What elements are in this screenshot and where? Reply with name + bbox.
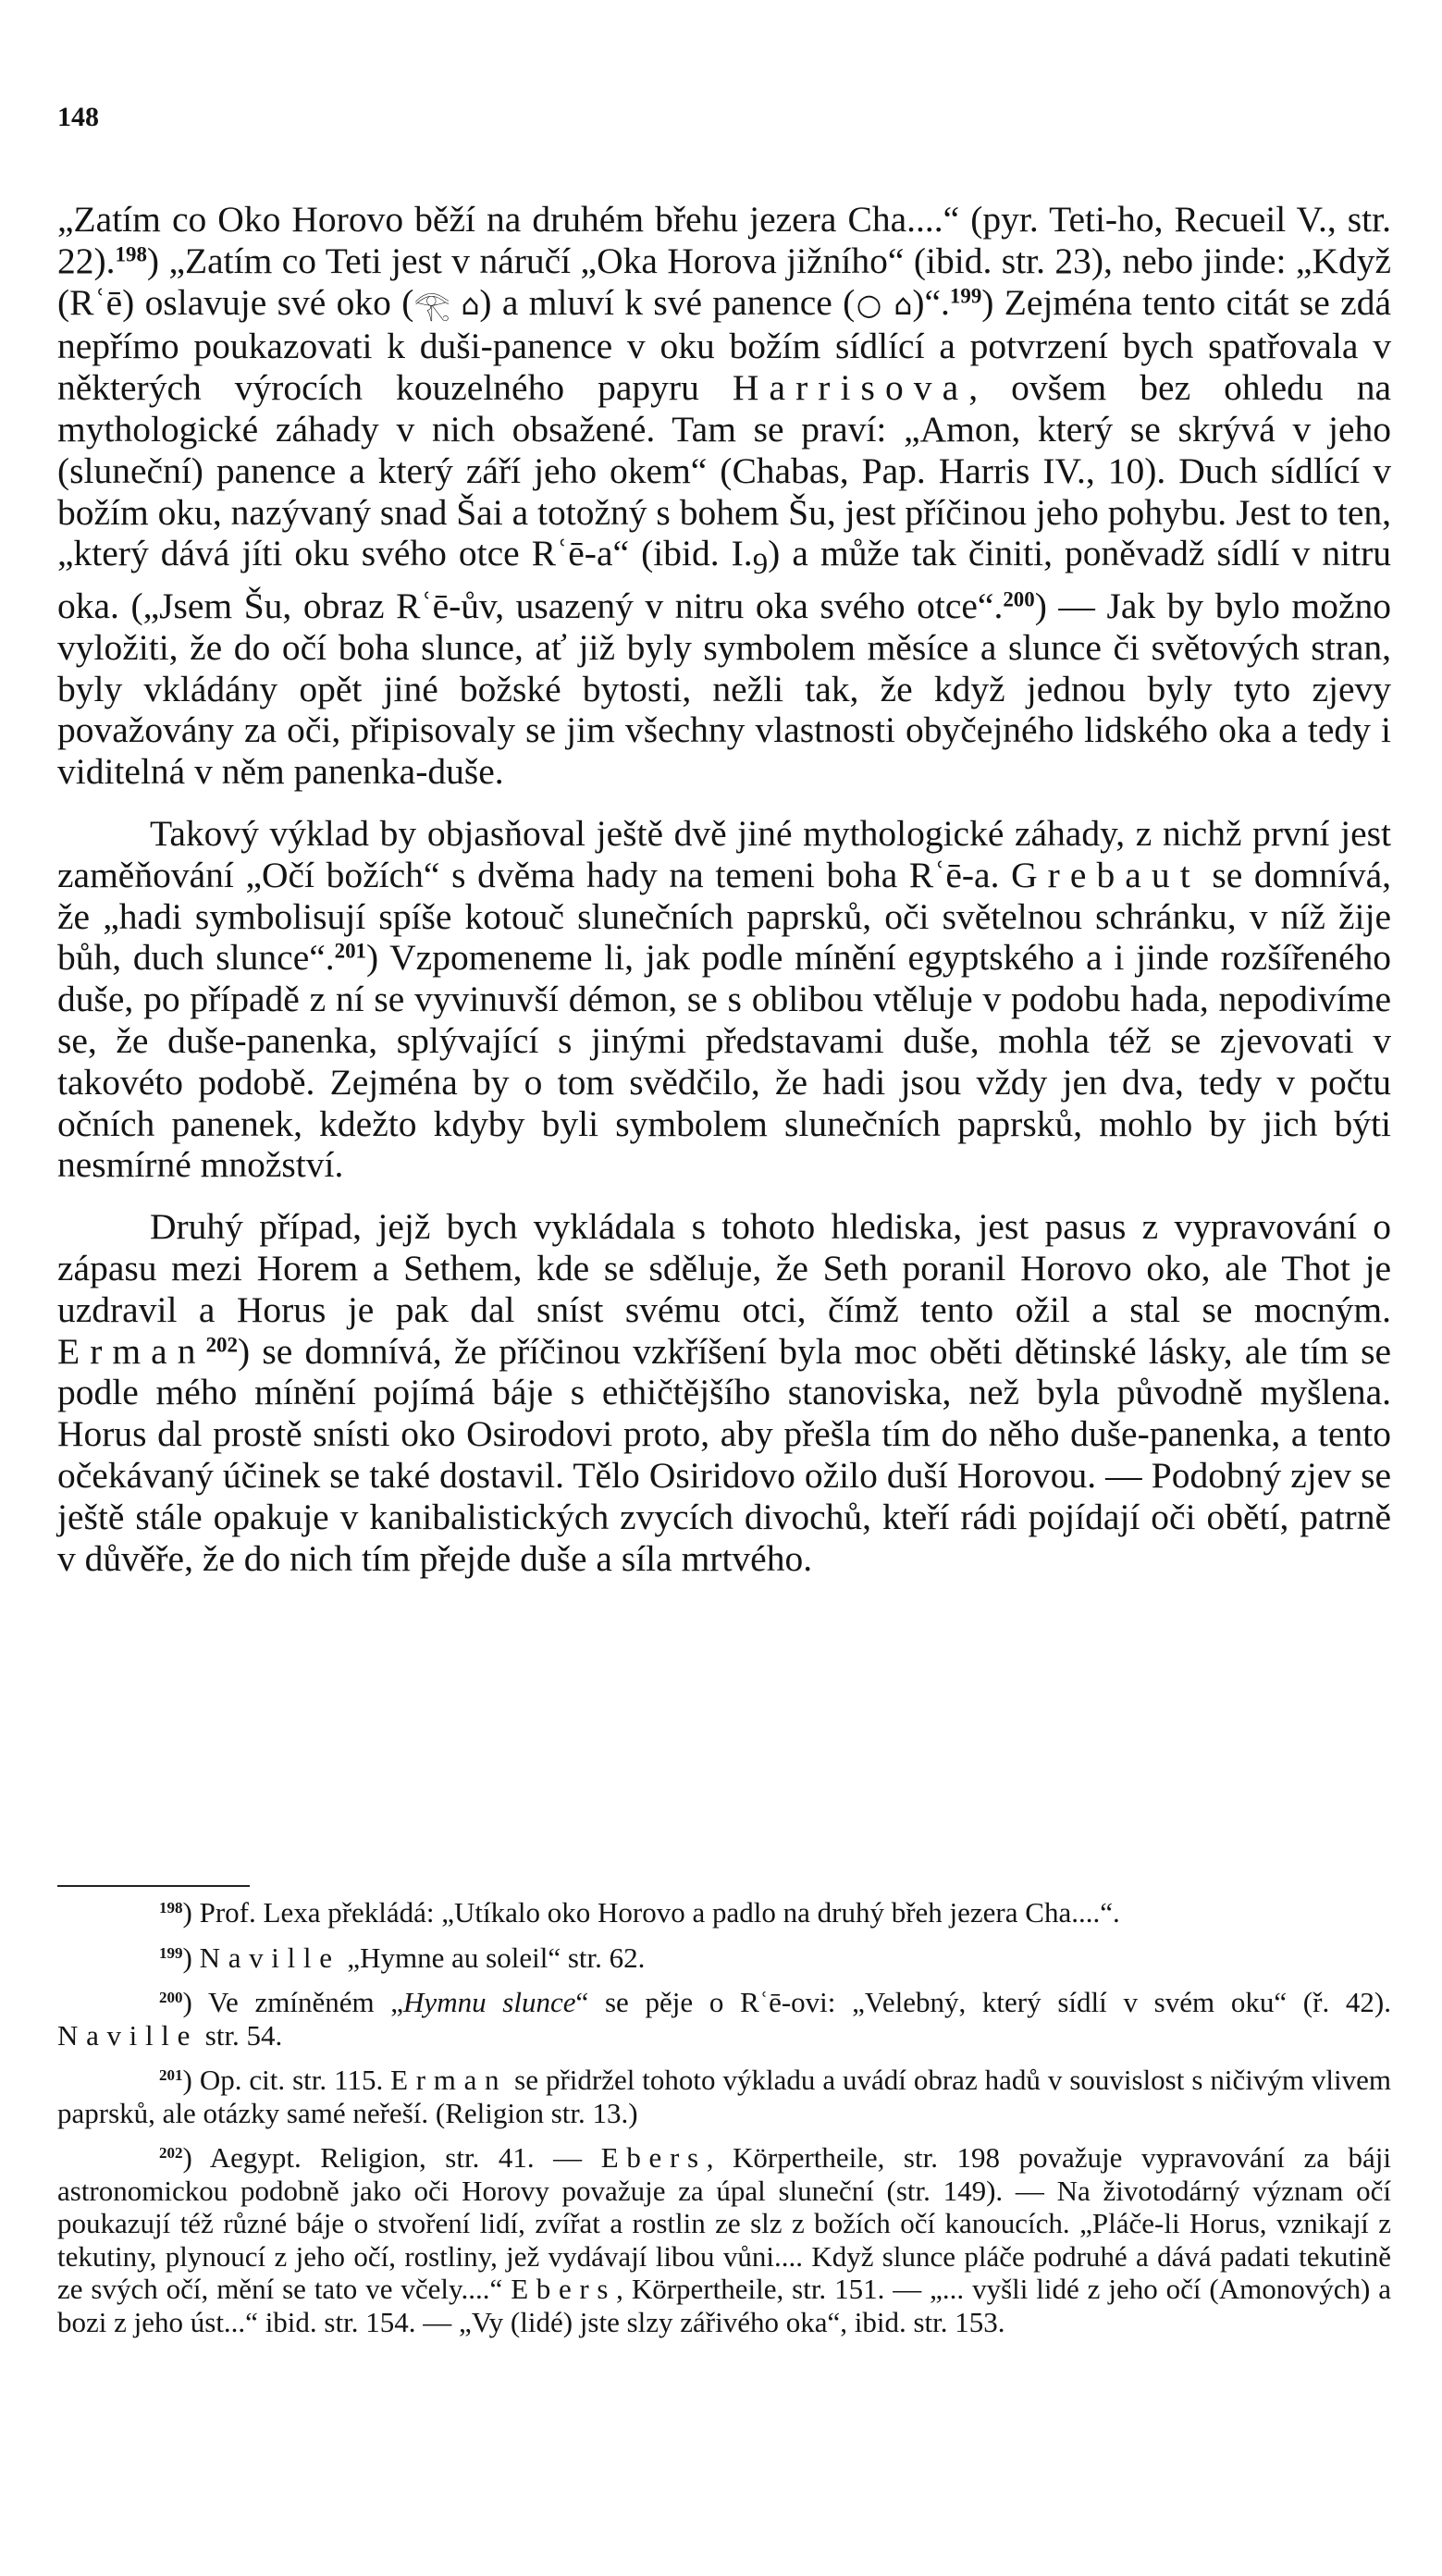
footnote-text: ) Ve zmíněném „	[182, 1986, 404, 2018]
footnote-text: “ se pěje o Rʿē-ovi: „Velebný, který sídlí v svém oku“ (ř. 42).	[575, 1986, 1391, 2018]
text-span: Druhý případ, jejž bych vykládala s tohoto hlediska, jest pasus z vypravování o zápasu mezi Horem a Sethem, kde se sděluje, že Seth poranil Horovo oko, ale Thot je uzdravil a Horus je pak dal sníst svému otci, čímž tento ožil a stal se mocným.	[57, 1206, 1391, 1330]
text-span: ) a mluví k své panence (	[479, 281, 856, 323]
footnote-ref-202: 202	[205, 1333, 238, 1357]
hieroglyph-eye-icon: 𓂀 ⌂	[413, 288, 480, 322]
footnote-divider	[57, 1885, 250, 1887]
footnote-text: ) Prof. Lexa překládá: „Utíkalo oko Horovo a padlo na druhý břeh jezera Cha....“.	[182, 1896, 1120, 1929]
author-name: Erman	[57, 1330, 206, 1372]
footnote-ref-201: 201	[334, 939, 366, 963]
footnotes	[57, 1896, 1391, 2350]
author-name: Ebers	[600, 2141, 707, 2174]
paragraph-2	[57, 813, 1391, 1186]
hieroglyph-pupil-icon: ○ ⌂	[855, 288, 913, 322]
footnote-text: se přidržel tohoto výkladu a uvádí obraz hadů v souvislost s ničivým vlivem paprsků, ale otázky samé neřeší. (Religion str. 13.)	[57, 2064, 1391, 2129]
footnote-text: „Hymne au soleil“ str. 62.	[339, 1941, 646, 1974]
text-span: ) Vzpomeneme li, jak podle mínění egyptského a i jinde rozšířeného duše, po případě z ní se vyvinuvší démon, se s oblibou vtěluje v podobu hada, nepodivíme se, že duše-panenka, splývající s jinými představami duše, mohla též se zjevovati v takovéto podobě. Zejména by o tom svědčilo, že hadi jsou vždy jen dva, tedy v počtu očních panenek, kdežto kdyby byli symbolem slunečních paprsků, mohlo by jich býti nesmírné množství.	[57, 937, 1391, 1186]
footnote-text: ) Aegypt. Religion, str. 41. —	[182, 2141, 601, 2174]
text-span: ) se domnívá, že příčinou vzkříšení byla moc oběti dětinské lásky, ale tím se podle mého mínění pojímá báje s ethičtějšího stanoviska, než byla původně myšlena. Horus dal prostě snísti oko Osirodovi proto, aby přešla tím do něho duše-panenka, a tento očekávaný účinek se také dostavil. Tělo Osiridovo ožilo duší Horovou. — Podobný zjev se ještě stále opakuje v kanibalistických zvycích divochů, kteří rádi pojídají oči obětí, patrně v důvěře, že do nich tím přejde duše a síla mrtvého.	[57, 1330, 1391, 1579]
footnote-text: , Körpertheile, str. 198 považuje vypravování za báji astronomickou podobně jako oči Horovy považuje za úpal sluneční (str. 149). — Na životodárný význam očí poukazují též různé báje o stvoření lidí, zvířat a rostlin ze slz z božích očí kanoucích. „Pláče-li Horus, vznikají z tekutiny, plynoucí z jeho očí, rostliny, jež vydávají libou vůni.... Když slunce pláče podruhé a dává padati tekutině ze svých očí, mění se tato ve včely....“	[57, 2141, 1392, 2305]
author-name: Ebers	[511, 2273, 617, 2305]
text-span: ) Zejména tento citát se zdá nepřímo poukazovati k duši-panence v oku božím sídlící a potvrzení bych spatřovala v některých výrocích kouzelného papyru	[57, 281, 1391, 409]
author-name: Naville	[57, 2018, 199, 2052]
page-number: 148	[57, 102, 99, 132]
text-span: ) a může tak činiti, poněvadž sídlí v nitru oka. („Jsem Šu, obraz Rʿē-ův, usazený v nitru oka svého otce“.	[57, 533, 1391, 627]
footnote-text: , Körpertheile, str. 151. — „... vyšli lidé z jeho očí (Amonových) a bozi z jeho úst...“ ibid. str. 154. — „Vy (lidé) jste slzy zářivého oka“, ibid. str. 153.	[57, 2273, 1391, 2338]
paragraph-3	[57, 1206, 1391, 1579]
footnote-number: 202	[159, 2143, 183, 2162]
footnote-number: 200	[159, 1988, 183, 2006]
text-span: )“.	[912, 281, 950, 323]
footnote-text: ) Op. cit. str. 115.	[182, 2064, 391, 2096]
footnote-ref-200: 200	[1003, 587, 1035, 611]
text-span: se domnívá, že „hadi symbolisují spíše kotouč slunečních paprsků, oči světelnou schránku, v níž žije bůh, duch slunce“.	[57, 854, 1392, 979]
text-span: ) — Jak by bylo možno vyložiti, že do očí boha slunce, ať již byly symbolem měsíce a slunce či světových stran, byly vkládány opět jiné božské bytosti, nežli tak, že když jednou byly tyto zjevy považovány za oči, připisovaly se jim všechny vlastnosti obyčejného lidského oka a tedy i viditelná v něm panenka-duše.	[57, 585, 1391, 793]
footnote-number: 199	[159, 1943, 183, 1962]
footnote-number: 201	[159, 2065, 183, 2084]
footnote-ref-198: 198	[115, 242, 147, 266]
footnote-200	[57, 1986, 1391, 2052]
footnote-201	[57, 2064, 1391, 2129]
text-span: , ovšem bez ohledu na mythologické záhady v nich obsažené. Tam se praví: „Amon, který se skrývá v jeho (sluneční) panence a který září jeho okem“ (Chabas, Pap. Harris IV., 10). Duch sídlící v božím oku, nazývaný snad Šai a totožný s bohem Šu, jest příčinou jeho pohybu. Jest to ten, „který dává jíti oku svého otce Rʿē-a“ (ibid. I.	[57, 367, 1391, 574]
text-span: ) „Zatím co Teti jest v náručí „Oka Horova jižního“ (ibid. str. 23), nebo jinde: „Když (Rʿē) oslavuje své oko (	[57, 240, 1391, 323]
text-span: Takový výklad by objasňoval ještě dvě jiné mythologické záhady, z nichž první jest zaměňování „Očí božích“ s dvěma hady na temeni boha Rʿē-a.	[57, 813, 1391, 895]
text-span: „Zatím co Oko Horovo běží na druhém břehu jezera Cha....“ (pyr. Teti-ho, Recueil V., str. 22).	[57, 199, 1391, 281]
author-name: Erman	[390, 2064, 508, 2096]
footnote-202	[57, 2141, 1391, 2338]
footnote-198	[57, 1896, 1391, 1929]
footnote-text: str. 54.	[198, 2018, 283, 2052]
author-name: Grebaut	[1011, 854, 1201, 895]
author-name: Naville	[199, 1941, 340, 1974]
footnote-text: )	[182, 1941, 200, 1974]
footnote-number: 198	[159, 1898, 183, 1917]
footnote-ref-199: 199	[949, 284, 982, 307]
paragraph-1	[57, 199, 1391, 793]
footnote-199	[57, 1941, 1391, 1975]
title-italic: Hymnu slunce	[403, 1986, 576, 2018]
main-text	[57, 199, 1391, 1579]
subscript: 9	[752, 548, 769, 582]
author-name: Harrisova	[732, 367, 969, 409]
